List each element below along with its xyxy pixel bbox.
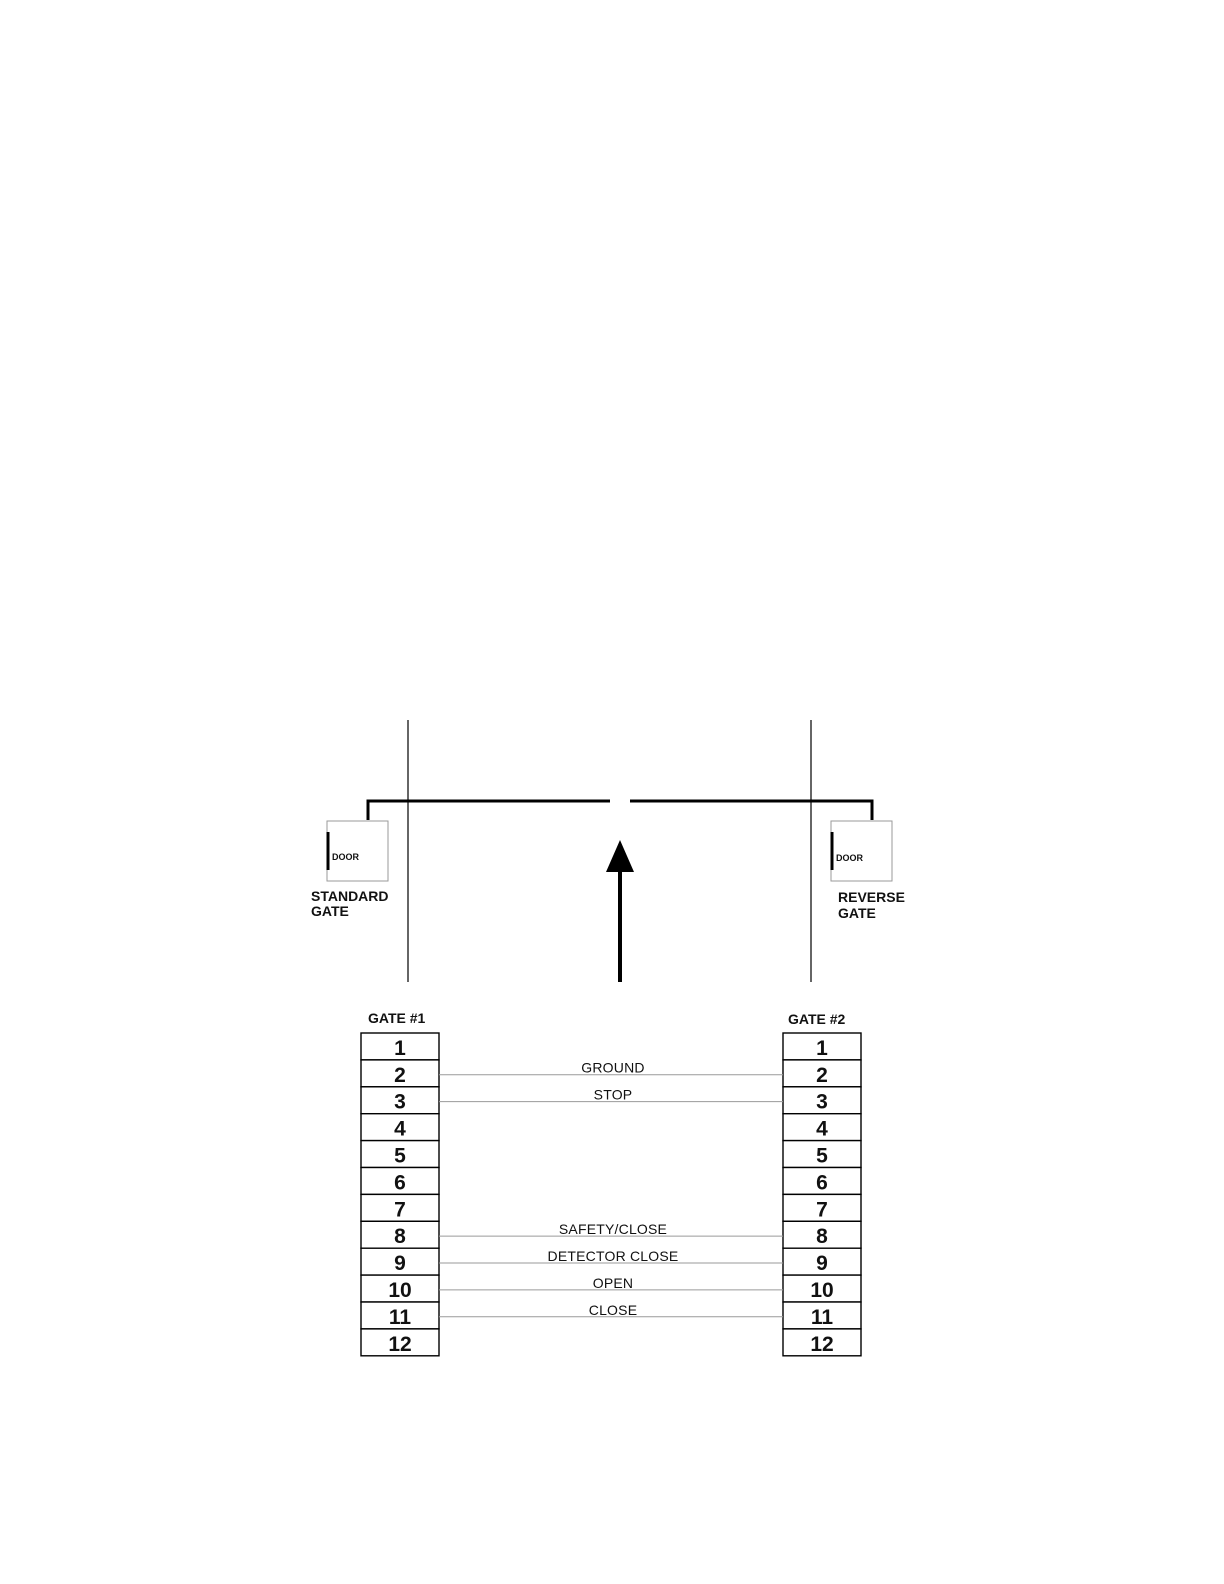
traffic-direction-arrow-icon [606, 840, 634, 982]
gate2-terminal-number: 12 [810, 1332, 834, 1356]
gate1-terminal-10 [361, 1275, 439, 1302]
left-door-box [327, 821, 388, 881]
gate2-terminal-number: 9 [816, 1252, 828, 1276]
right-gate-label-line2: GATE [838, 905, 876, 921]
gate1-terminal-number: 11 [388, 1305, 412, 1329]
right-gate-label-line1: REVERSE [838, 889, 905, 905]
gate2-terminal-3 [783, 1087, 861, 1114]
gate2-terminal-11 [783, 1302, 861, 1329]
gate2-terminal-4 [783, 1114, 861, 1141]
gate2-terminal-number: 6 [816, 1171, 828, 1195]
gate1-terminal-7 [361, 1194, 439, 1221]
gate1-terminal-number: 1 [394, 1036, 406, 1060]
gate2-terminal-number: 1 [816, 1036, 828, 1060]
gate1-terminal-11 [361, 1302, 439, 1329]
gate2-terminal-number: 5 [816, 1144, 828, 1168]
wire-label: DETECTOR CLOSE [547, 1247, 679, 1264]
gate1-terminal-number: 10 [388, 1279, 412, 1302]
gate1-terminal-8 [361, 1221, 439, 1248]
gate2-terminal-1 [783, 1033, 861, 1060]
gate1-terminal-1 [361, 1033, 439, 1060]
gate1-terminal-block [361, 1033, 439, 1356]
right-gate-arm [630, 801, 872, 820]
gate2-terminal-5 [783, 1141, 861, 1168]
gate2-terminal-12 [783, 1329, 861, 1356]
gate1-terminal-2 [361, 1060, 439, 1087]
wire-ground [439, 1060, 783, 1076]
wire-safety-close [439, 1221, 783, 1237]
gate1-terminal-number: 4 [394, 1117, 406, 1141]
gate2-terminal-number: 4 [816, 1117, 828, 1141]
gate1-header: GATE #1 [368, 1010, 426, 1026]
gate2-terminal-2 [783, 1060, 861, 1087]
gate2-terminal-number: 11 [810, 1305, 834, 1329]
wire-label: OPEN [592, 1274, 634, 1291]
gate2-terminal-number: 2 [816, 1063, 828, 1087]
wire-detector-close [439, 1248, 783, 1264]
wire-label: GROUND [581, 1059, 645, 1076]
left-gate-label-line2: GATE [311, 903, 349, 919]
wire-close [439, 1302, 783, 1318]
right-door-label: DOOR [836, 853, 863, 863]
gate1-terminal-12 [361, 1329, 439, 1356]
left-gate-label-line1: STANDARD [311, 888, 389, 904]
right-operator [831, 821, 892, 881]
wire-label: STOP [593, 1086, 633, 1103]
gate1-terminal-5 [361, 1141, 439, 1168]
gate2-terminal-number: 7 [816, 1198, 828, 1222]
right-door-box [831, 821, 892, 881]
gate2-terminal-6 [783, 1168, 861, 1195]
left-door-label: DOOR [332, 852, 359, 862]
gate2-terminal-number: 10 [810, 1279, 834, 1302]
wire-connections [439, 1060, 783, 1318]
gate1-terminal-number: 8 [394, 1225, 406, 1249]
gate1-terminal-number: 7 [394, 1198, 406, 1222]
gate1-terminal-3 [361, 1087, 439, 1114]
gate1-terminal-number: 2 [394, 1063, 406, 1087]
wire-open [439, 1275, 783, 1291]
gate1-terminal-number: 6 [394, 1171, 406, 1195]
left-gate-arm [368, 801, 610, 820]
gate1-terminal-4 [361, 1114, 439, 1141]
gate2-terminal-number: 3 [816, 1090, 828, 1114]
gate2-terminal-8 [783, 1221, 861, 1248]
gate1-terminal-9 [361, 1248, 439, 1275]
gate1-terminal-number: 3 [394, 1090, 406, 1114]
gate1-terminal-number: 9 [394, 1252, 406, 1276]
left-operator [327, 821, 388, 881]
wire-label: CLOSE [588, 1301, 638, 1318]
gate1-terminal-number: 5 [394, 1144, 406, 1168]
wire-label: SAFETY/CLOSE [558, 1221, 668, 1238]
wire-stop [439, 1087, 783, 1103]
gate1-terminal-6 [361, 1168, 439, 1195]
gate2-header: GATE #2 [788, 1011, 846, 1027]
gate2-terminal-9 [783, 1248, 861, 1275]
gate2-terminal-block [783, 1033, 861, 1356]
gate2-terminal-10 [783, 1275, 861, 1302]
gate2-terminal-7 [783, 1194, 861, 1221]
gate1-terminal-number: 12 [388, 1332, 412, 1356]
gate2-terminal-number: 8 [816, 1225, 828, 1249]
